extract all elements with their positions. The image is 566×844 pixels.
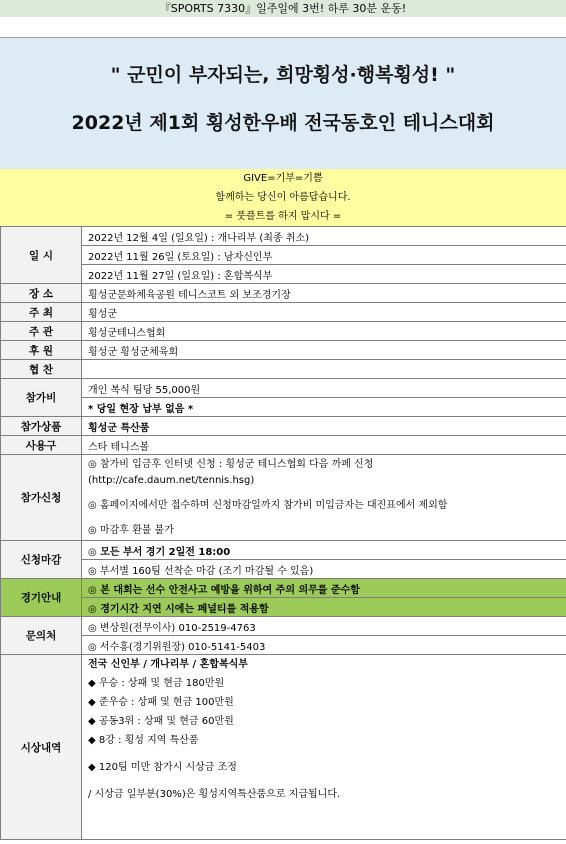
info-table (0, 226, 566, 840)
venue-label: 장 소 (1, 284, 82, 303)
give-line: GIVE=기부=기쁨 (243, 173, 323, 184)
awards-line: 전국 신인부 / 개나리부 / 혼합복식부 (88, 659, 248, 670)
schedule-label: 일 시 (1, 227, 82, 284)
guide-line: ◎ 경기시간 지연 시에는 페널티를 적용함 (82, 598, 566, 617)
apply-cell (82, 455, 566, 541)
venue-value: 횡성군문화체육공원 테니스코트 외 보조경기장 (82, 284, 566, 303)
awards-cell (82, 655, 566, 840)
ball-value: 스타 테니스볼 (82, 436, 566, 455)
sponsor-row (1, 341, 566, 360)
schedule-line: 2022년 12월 4일 (일요일) : 개나리부 (최종 취소) (82, 227, 566, 246)
deadline-row (1, 541, 566, 560)
give-line: 함께하는 당신이 아름답습니다. (215, 192, 351, 203)
guide-row (1, 579, 566, 598)
prize-goods-row (1, 417, 566, 436)
fee-row (1, 379, 566, 398)
schedule-row (1, 227, 566, 246)
prize-goods-value: 횡성군 특산품 (82, 417, 566, 436)
deadline-line: ◎ 모든 부서 경기 2일전 18:00 (82, 541, 566, 560)
host-row (1, 303, 566, 322)
organizer-value: 횡성군테니스협회 (82, 322, 566, 341)
awards-label: 시상내역 (1, 655, 82, 840)
fee-label: 참가비 (1, 379, 82, 417)
support-row (1, 360, 566, 379)
give-notice (0, 169, 566, 226)
awards-line: ◆ 우승 : 상패 및 현금 180만원 (88, 678, 225, 689)
apply-label: 참가신청 (1, 455, 82, 541)
awards-line: ◆ 120팀 미만 참가시 시상금 조정 (88, 762, 237, 773)
sponsor-value: 횡성군 횡성군체육회 (82, 341, 566, 360)
organizer-row (1, 322, 566, 341)
contact-line: ◎ 변상원(전무이사) 010-2519-4763 (82, 617, 566, 636)
deadline-label: 신청마감 (1, 541, 82, 579)
apply-line: ◎ 마감후 환불 불가 (88, 525, 174, 536)
ball-row (1, 436, 566, 455)
host-label: 주 최 (1, 303, 82, 322)
deadline-line: ◎ 부서별 160팀 선착순 마감 (조기 마감될 수 있음) (82, 560, 566, 579)
apply-line: ◎ 참가비 입금후 인터넷 신청 : 횡성군 테니스협회 다음 까페 신청 (88, 459, 374, 470)
contact-line: ◎ 서수홍(경기위원장) 010-5141-5403 (82, 636, 566, 655)
contact-row (1, 617, 566, 636)
sponsor-label: 후 원 (1, 341, 82, 360)
apply-row (1, 455, 566, 541)
awards-line: ◆ 공동3위 : 상패 및 현금 60만원 (88, 716, 234, 727)
schedule-line: 2022년 11월 26일 (토요일) : 남자신인부 (82, 246, 566, 265)
support-value (82, 360, 566, 379)
header-banner (0, 37, 566, 170)
apply-line: (http://cafe.daum.net/tennis.hsg) (88, 475, 255, 486)
top-slogan-bar: 『SPORTS 7330』일주일에 3번! 하루 30분 운동! (0, 0, 566, 17)
give-line: = 풋플트를 하지 맙시다 = (224, 211, 342, 222)
slogan: " 군민이 부자되는, 희망횡성·행복횡성! " (110, 64, 456, 86)
page-title: 2022년 제1회 횡성한우배 전국동호인 테니스대회 (71, 112, 495, 134)
organizer-label: 주 관 (1, 322, 82, 341)
guide-label: 경기안내 (1, 579, 82, 617)
awards-row (1, 655, 566, 840)
host-value: 횡성군 (82, 303, 566, 322)
support-label: 협 찬 (1, 360, 82, 379)
awards-line: ◆ 8강 : 횡성 지역 특산품 (88, 735, 199, 746)
ball-label: 사용구 (1, 436, 82, 455)
venue-row (1, 284, 566, 303)
awards-line: ◆ 준우승 : 상패 및 현금 100만원 (88, 697, 234, 708)
fee-line: 개인 복식 팀당 55,000원 (82, 379, 566, 398)
schedule-line: 2022년 11월 27일 (일요일) : 혼합복식부 (82, 265, 566, 284)
prize-goods-label: 참가상품 (1, 417, 82, 436)
fee-line: * 당일 현장 납부 없음 * (82, 398, 566, 417)
apply-line: ◎ 홈페이지에서만 접수하며 신청마감일까지 참가비 미입금자는 대진표에서 제외함 (88, 500, 448, 511)
guide-line: ◎ 본 대회는 선수 안전사고 예방을 위하여 주의 의무를 준수함 (82, 579, 566, 598)
awards-line: / 시상금 일부분(30%)은 횡성지역특산품으로 지급됩니다. (88, 789, 341, 800)
contact-label: 문의처 (1, 617, 82, 655)
